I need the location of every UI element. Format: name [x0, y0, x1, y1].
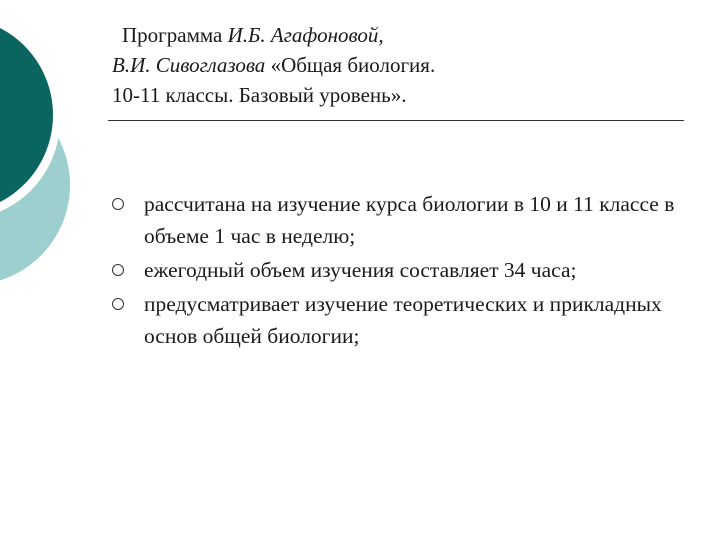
- list-item-text: предусматривает изучение теоретических и прикладных основ общей биологии;: [144, 292, 662, 348]
- list-item: [112, 188, 692, 252]
- title-author-2: В.И. Сивоглазова: [112, 53, 266, 77]
- title-author-1: И.Б. Агафоновой,: [227, 23, 384, 47]
- title-line-3: 10-11 классы. Базовый уровень».: [112, 83, 407, 107]
- title-book-name: «Общая биология.: [265, 53, 436, 77]
- slide-title: [112, 20, 682, 110]
- title-program-word: Программа: [122, 23, 228, 47]
- hollow-circle-icon: [112, 298, 124, 310]
- title-divider: [108, 120, 684, 121]
- decorative-circles: [0, 0, 80, 300]
- list-item: [112, 288, 692, 352]
- list-item: [112, 254, 692, 286]
- list-item-text: рассчитана на изучение курса биологии в 10 и 11 классе в объеме 1 час в неделю;: [144, 192, 675, 248]
- hollow-circle-icon: [112, 264, 124, 276]
- bullet-list: [112, 188, 692, 354]
- title-line-2: [112, 50, 682, 80]
- list-item-text: ежегодный объем изучения составляет 34 часа;: [144, 258, 577, 282]
- title-line-1: [112, 20, 682, 50]
- hollow-circle-icon: [112, 198, 124, 210]
